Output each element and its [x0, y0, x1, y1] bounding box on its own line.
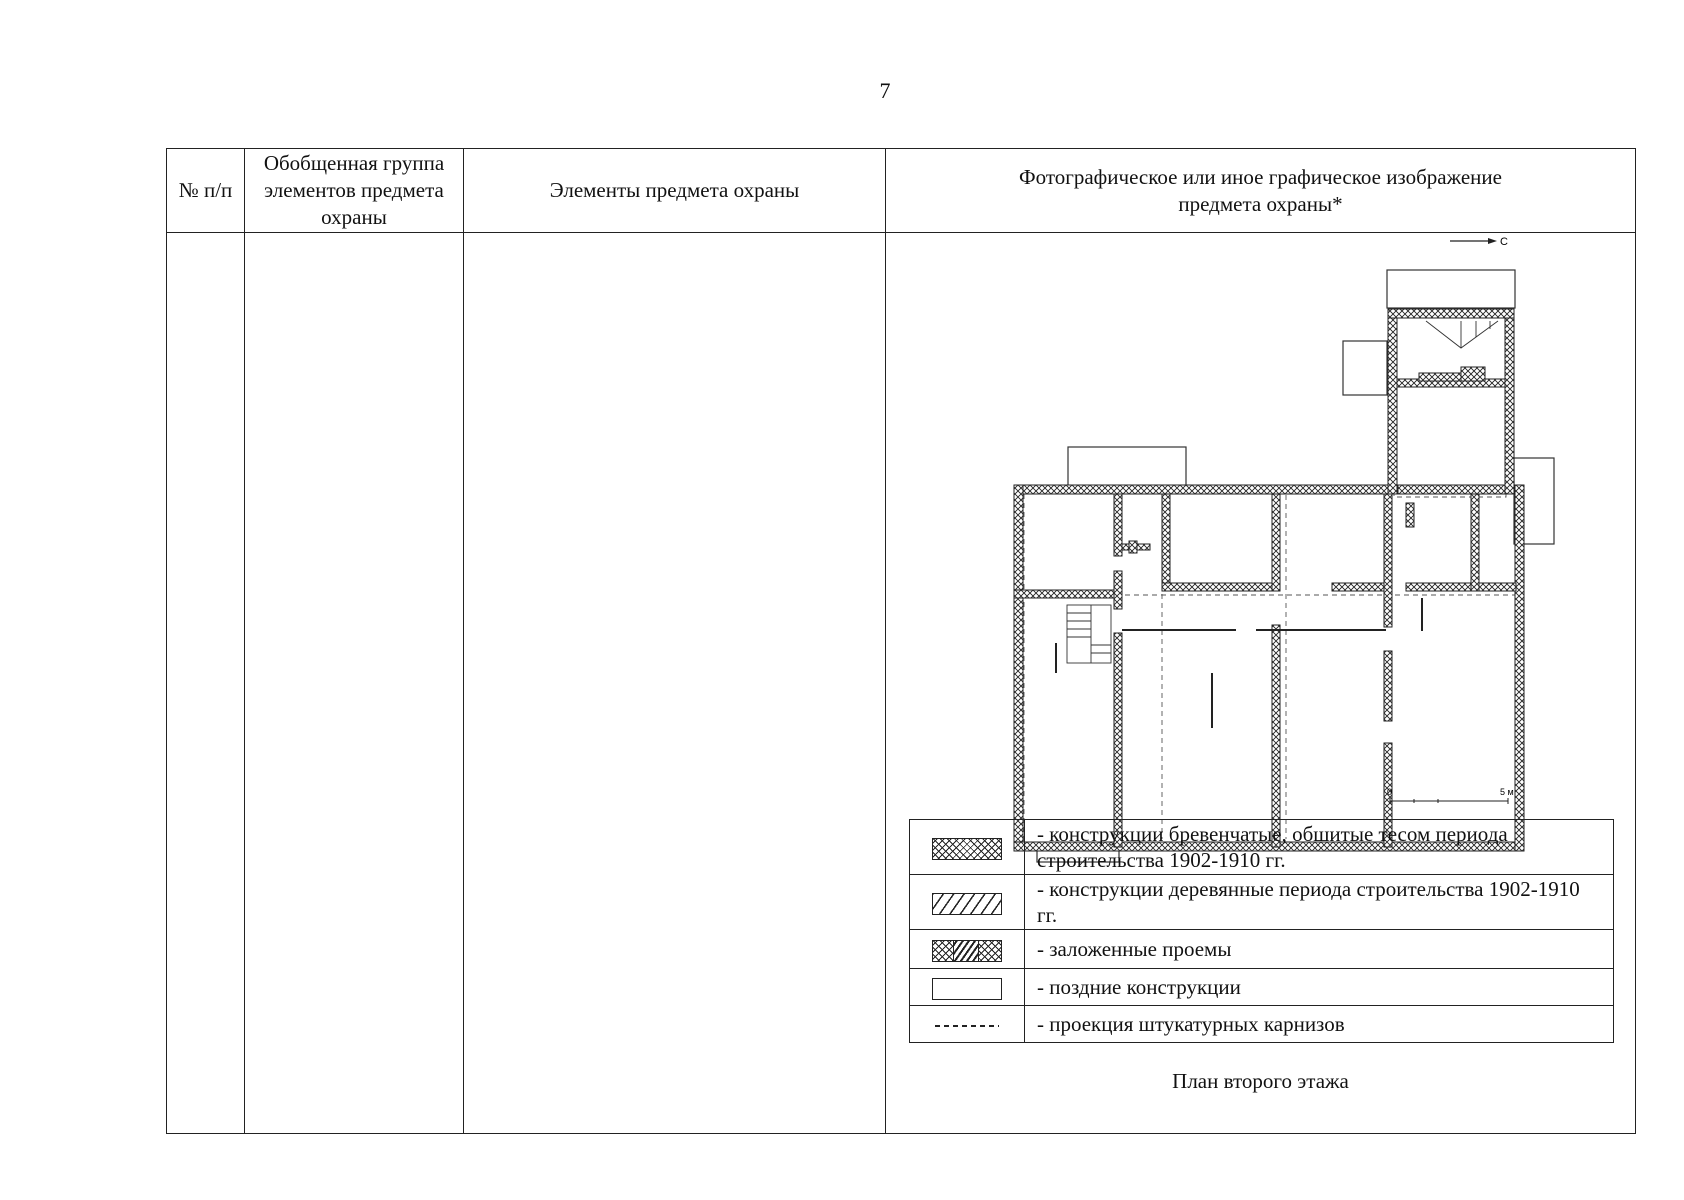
protection-subject-table [166, 148, 1636, 1134]
legend-row [910, 820, 1614, 875]
table-header-row [167, 149, 1636, 233]
legend-text: - проекция штукатурных карнизов [1025, 1006, 1614, 1043]
dashed-line-swatch-icon [935, 1025, 999, 1027]
north-label: С [1500, 236, 1508, 248]
cross-hatch-swatch-icon [932, 838, 1002, 860]
legend-row [910, 1006, 1614, 1043]
header-elements: Элементы предмета охраны [464, 149, 886, 233]
cell-elements [464, 233, 886, 1134]
scale-start-label: 0 [1387, 787, 1393, 797]
scale-bar [1387, 787, 1514, 804]
scale-end-label: 5 м [1500, 787, 1514, 797]
legend-row [910, 969, 1614, 1006]
header-element-group: Обобщенная группа элементов предмета охраны [245, 149, 464, 233]
header-number: № п/п [167, 149, 245, 233]
cell-element-group [245, 233, 464, 1134]
legend-row [910, 930, 1614, 969]
log-walls [1014, 309, 1524, 851]
page-number: 7 [879, 78, 891, 103]
plan-caption: План второго этажа [1172, 1069, 1349, 1093]
plain-outline-swatch-icon [932, 978, 1002, 1000]
legend-row [910, 875, 1614, 930]
header-image: Фотографическое или иное графическое изображение предмета охраны* [886, 149, 1636, 233]
legend-text: - поздние конструкции [1025, 969, 1614, 1006]
legend-text: - заложенные проемы [1025, 930, 1614, 969]
north-arrow-icon [1450, 236, 1508, 248]
cell-image [886, 233, 1636, 1134]
legend-table [909, 819, 1614, 1043]
legend-text: - конструкции деревянные периода строительства 1902-1910 гг. [1025, 875, 1614, 930]
table-row [167, 233, 1636, 1134]
cell-number [167, 233, 245, 1134]
diagonal-hatch-swatch-icon [932, 893, 1002, 915]
legend-text: - конструкции бревенчатые, обшитые тесом периода строительства 1902-1910 гг. [1025, 820, 1614, 875]
filled-opening-swatch-icon [932, 940, 1002, 962]
